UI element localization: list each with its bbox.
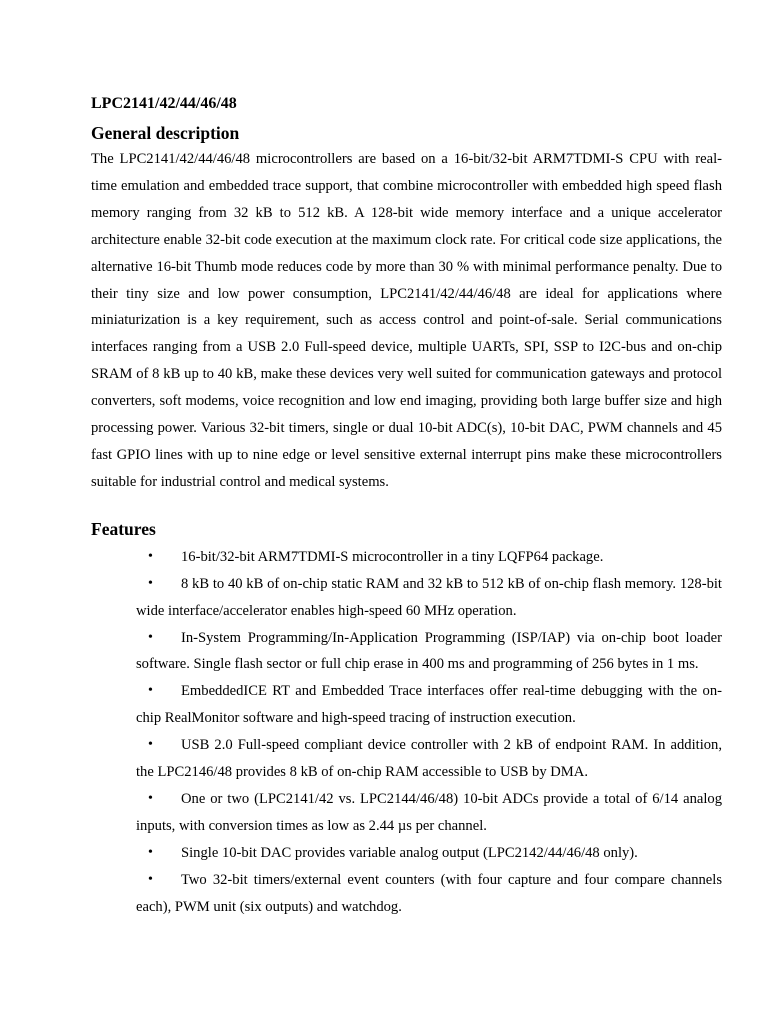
bullet-icon: • (148, 548, 153, 564)
bullet-icon: • (148, 683, 153, 699)
feature-text: In-System Programming/In-Application Programming (ISP/IAP) via on-chip boot loader software. Single flash sector or full chip erase in 400 ms and programming of 256 bytes in 1 ms. (136, 629, 722, 673)
bullet-icon: • (148, 737, 153, 753)
document-page (91, 92, 722, 920)
features-list (91, 544, 722, 921)
feature-item (136, 571, 722, 625)
feature-text: EmbeddedICE RT and Embedded Trace interfaces offer real-time debugging with the on-chip RealMonitor software and high-speed tracing of instruction execution. (136, 683, 722, 727)
feature-item (136, 786, 722, 840)
feature-item (136, 544, 722, 571)
feature-item (136, 625, 722, 679)
bullet-icon: • (148, 871, 153, 887)
feature-text: 16-bit/32-bit ARM7TDMI-S microcontroller in a tiny LQFP64 package. (181, 548, 604, 565)
feature-text: One or two (LPC2141/42 vs. LPC2144/46/48) 10-bit ADCs provide a total of 6/14 analog inputs, with conversion times as low as 2.44 µs per channel. (136, 790, 722, 834)
feature-text: 8 kB to 40 kB of on-chip static RAM and 32 kB to 512 kB of on-chip flash memory. 128-bit wide interface/accelerator enables high-speed 60 MHz operation. (136, 575, 722, 619)
feature-item (136, 840, 722, 867)
document-title: LPC2141/42/44/46/48 (91, 95, 237, 112)
general-description-heading: General description (91, 123, 240, 143)
bullet-icon: • (148, 844, 153, 860)
feature-text: Two 32-bit timers/external event counters (with four capture and four compare channels each), PWM unit (six outputs) and watchdog. (136, 871, 722, 915)
bullet-icon: • (148, 629, 153, 645)
bullet-icon: • (148, 575, 153, 591)
features-heading: Features (91, 518, 156, 539)
bullet-icon: • (148, 790, 153, 806)
general-description-paragraph: The LPC2141/42/44/46/48 microcontrollers are based on a 16-bit/32-bit ARM7TDMI-S CPU with real-time emulation and embedded trace support, that combine microcontroller with embedded high speed flash memory ranging from 32 kB to 512 kB. A 128-bit wide memory interface and a unique accelerator architecture enable 32-bit code execution at the maximum clock rate. For critical code size applications, the alternative 16-bit Thumb mode reduces code by more than 30 % with minimal performance penalty. Due to their tiny size and low power consumption, LPC2141/42/44/46/48 are ideal for applications where miniaturization is a key requirement, such as access control and point-of-sale. Serial communications interfaces ranging from a USB 2.0 Full-speed device, multiple UARTs, SPI, SSP to I2C-bus and on-chip SRAM of 8 kB up to 40 kB, make these devices very well suited for communication gateways and protocol converters, soft modems, voice recognition and low end imaging, providing both large buffer size and high processing power. Various 32-bit timers, single or dual 10-bit ADC(s), 10-bit DAC, PWM channels and 45 fast GPIO lines with up to nine edge or level sensitive external interrupt pins make these microcontrollers suitable for industrial control and medical systems. (91, 151, 722, 490)
feature-text: Single 10-bit DAC provides variable analog output (LPC2142/44/46/48 only). (181, 844, 638, 861)
feature-item (136, 678, 722, 732)
feature-item (136, 732, 722, 786)
feature-text: USB 2.0 Full-speed compliant device controller with 2 kB of endpoint RAM. In addition, the LPC2146/48 provides 8 kB of on-chip RAM accessible to USB by DMA. (136, 737, 722, 781)
feature-item (136, 867, 722, 921)
